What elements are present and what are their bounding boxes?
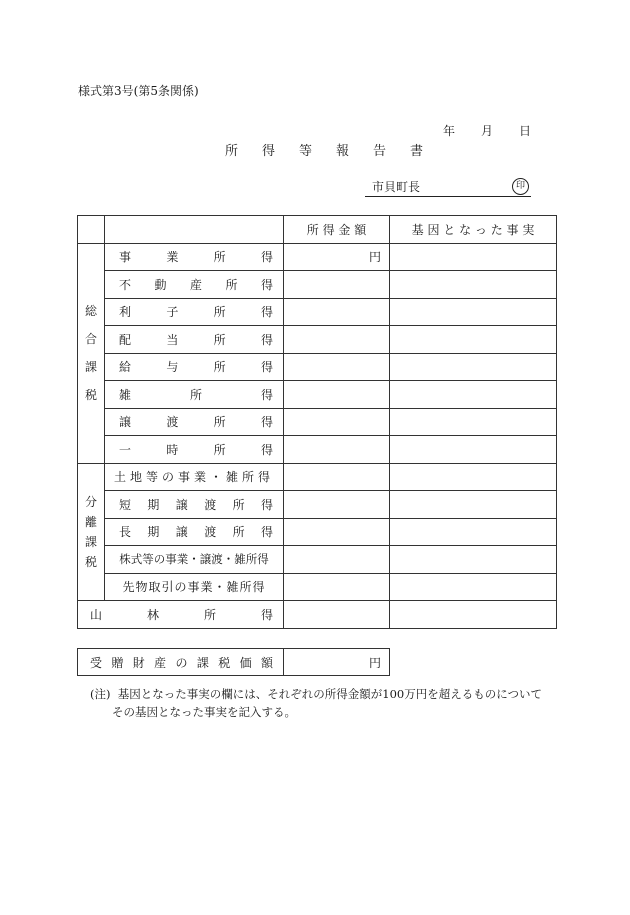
amount-cell[interactable] <box>284 601 390 629</box>
table-row <box>78 353 557 381</box>
gift-table <box>77 648 390 676</box>
fact-cell[interactable] <box>390 518 557 546</box>
row-label: 給与所得 <box>105 353 284 381</box>
table-row <box>78 243 557 271</box>
amount-cell[interactable] <box>284 408 390 436</box>
document-title: 所得等報告書 <box>225 144 448 159</box>
table-row <box>78 436 557 464</box>
fact-cell[interactable] <box>390 573 557 601</box>
table-row <box>78 271 557 299</box>
header-amount: 所 得 金 額 <box>284 216 390 244</box>
fact-cell[interactable] <box>390 408 557 436</box>
fact-cell[interactable] <box>390 436 557 464</box>
amount-cell[interactable] <box>284 353 390 381</box>
fact-cell[interactable] <box>390 601 557 629</box>
table-row <box>78 601 557 629</box>
gift-row <box>78 649 390 676</box>
table-row <box>78 298 557 326</box>
row-label: 事業所得 <box>105 243 284 271</box>
row-label: 一時所得 <box>105 436 284 464</box>
date-month: 月 <box>481 124 494 138</box>
table-row <box>78 408 557 436</box>
fact-cell[interactable] <box>390 381 557 409</box>
amount-cell[interactable] <box>284 436 390 464</box>
header-fact: 基 因 と な っ た 事 実 <box>390 216 557 244</box>
row-label: 短期譲渡所得 <box>105 491 284 519</box>
amount-cell[interactable] <box>284 546 390 574</box>
fact-cell[interactable] <box>390 271 557 299</box>
amount-cell[interactable] <box>284 518 390 546</box>
group-general-label <box>78 243 105 463</box>
recipient: 市貝町長 <box>372 180 421 194</box>
date-line <box>443 122 531 139</box>
row-label: 長期譲渡所得 <box>105 518 284 546</box>
amount-cell[interactable] <box>284 463 390 491</box>
header-blank <box>78 216 105 244</box>
amount-cell[interactable] <box>284 491 390 519</box>
gift-amount-cell[interactable] <box>284 649 390 676</box>
fact-cell[interactable] <box>390 491 557 519</box>
row-label: 山林所得 <box>78 601 284 629</box>
fact-cell[interactable] <box>390 353 557 381</box>
row-label: 先物取引の事業・雑所得 <box>105 573 284 601</box>
row-label: 株式等の事業・譲渡・雑所得 <box>105 546 284 574</box>
row-label: 譲渡所得 <box>105 408 284 436</box>
seal-mark: 印 <box>512 178 529 195</box>
row-label: 不動産所得 <box>105 271 284 299</box>
note-line-1 <box>90 685 560 703</box>
fact-cell[interactable] <box>390 326 557 354</box>
fact-cell[interactable] <box>390 243 557 271</box>
table-row <box>78 491 557 519</box>
amount-cell[interactable] <box>284 243 390 271</box>
note-line-2: その基因となった事実を記入する。 <box>112 705 296 719</box>
table-row <box>78 546 557 574</box>
form-reference: 様式第3号(第5条関係) <box>78 84 199 98</box>
table-row <box>78 463 557 491</box>
table-row <box>78 518 557 546</box>
row-label: 利子所得 <box>105 298 284 326</box>
table-row <box>78 573 557 601</box>
amount-cell[interactable] <box>284 326 390 354</box>
group-separate-text: 分離課税 <box>84 494 97 569</box>
yen-unit: 円 <box>368 655 381 670</box>
table-header-row <box>78 216 557 244</box>
note-label: (注) <box>90 687 111 701</box>
row-label: 配当所得 <box>105 326 284 354</box>
date-year: 年 <box>443 124 456 138</box>
amount-cell[interactable] <box>284 381 390 409</box>
table-row <box>78 326 557 354</box>
header-blank <box>105 216 284 244</box>
amount-cell[interactable] <box>284 298 390 326</box>
yen-unit: 円 <box>368 250 381 265</box>
group-general-text: 総合課税 <box>84 304 97 402</box>
table-row <box>78 381 557 409</box>
recipient-underline <box>365 196 531 197</box>
row-label: 雑所得 <box>105 381 284 409</box>
gift-label: 受贈財産の課税価額 <box>78 649 284 676</box>
fact-cell[interactable] <box>390 463 557 491</box>
fact-cell[interactable] <box>390 546 557 574</box>
amount-cell[interactable] <box>284 271 390 299</box>
income-table <box>77 215 557 629</box>
note <box>90 685 560 721</box>
note-text-1: 基因となった事実の欄には、それぞれの所得金額が100万円を超えるものについて <box>117 687 543 701</box>
row-label: 土地等の事業・雑所得 <box>105 463 284 491</box>
amount-cell[interactable] <box>284 573 390 601</box>
group-separate-label <box>78 463 105 601</box>
fact-cell[interactable] <box>390 298 557 326</box>
date-day: 日 <box>519 124 532 138</box>
